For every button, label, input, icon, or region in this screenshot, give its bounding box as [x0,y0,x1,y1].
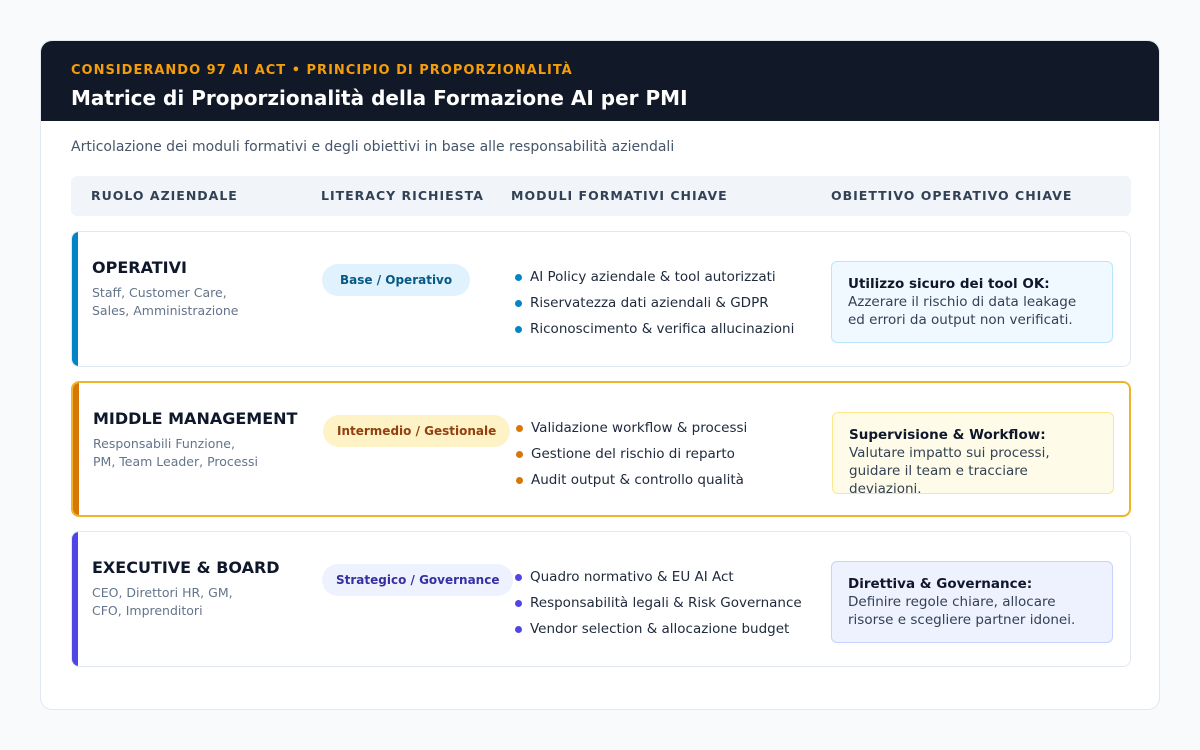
role-description-line: CEO, Direttori HR, GM, [92,585,233,600]
row-middle-management [71,381,1131,517]
objective-title: Supervisione & Workflow: [849,427,1046,443]
list-item [512,564,802,590]
objective-box [831,261,1113,343]
objective-title: Utilizzo sicuro dei tool OK: [848,276,1050,292]
module-label: Gestione del rischio di reparto [531,446,735,462]
role-description-line: CFO, Imprenditori [92,603,203,618]
role-description-line: PM, Team Leader, Processi [93,454,258,469]
bullet-dot-icon [515,574,522,581]
literacy-badge: Strategico / Governance [322,564,513,596]
bullet-dot-icon [515,600,522,607]
modules-list [512,264,794,342]
column-header-literacy: LITERACY RICHIESTA [321,188,484,203]
row-accent-bar [72,532,78,666]
row-executive-board [71,531,1131,667]
modules-list [513,415,747,493]
row-accent-bar [72,232,78,366]
role-description [92,584,302,620]
objective-text-line: Valutare impatto sui processi, [849,445,1050,461]
list-item [513,415,747,441]
bullet-dot-icon [516,425,523,432]
role-name: EXECUTIVE & BOARD [92,558,280,577]
objective-text-line: guidare il team e tracciare deviazioni. [849,463,1028,497]
column-header-role: RUOLO AZIENDALE [91,188,238,203]
module-label: Audit output & controllo qualità [531,472,744,488]
matrix-card [40,40,1160,710]
module-label: Riconoscimento & verifica allucinazioni [530,321,795,337]
module-label: Quadro normativo & EU AI Act [530,569,734,585]
row-accent-bar [73,383,79,515]
role-description-line: Sales, Amministrazione [92,303,239,318]
column-header-objective: OBIETTIVO OPERATIVO CHIAVE [831,188,1073,203]
module-label: Responsabilità legali & Risk Governance [530,595,802,611]
objective-text-line: Definire regole chiare, allocare [848,594,1056,610]
module-label: Validazione workflow & processi [531,420,748,436]
list-item [512,616,802,642]
module-label: Riservatezza dati aziendali & GDPR [530,295,769,311]
bullet-dot-icon [516,477,523,484]
role-name: MIDDLE MANAGEMENT [93,409,298,428]
objective-box [831,561,1113,643]
module-label: Vendor selection & allocazione budget [530,621,790,637]
bullet-dot-icon [515,300,522,307]
literacy-badge: Intermedio / Gestionale [323,415,510,447]
page-subtitle: Articolazione dei moduli formativi e degli obiettivi in base alle responsabilità aziendali [71,139,675,155]
role-description-line: Staff, Customer Care, [92,285,227,300]
objective-box [832,412,1114,497]
objective-title: Direttiva & Governance: [848,576,1033,592]
bullet-dot-icon [515,326,522,333]
list-item [512,264,794,290]
list-item [513,441,747,467]
role-description-line: Responsabili Funzione, [93,436,235,451]
role-description [92,284,302,320]
page-title: Matrice di Proporzionalità della Formazione AI per PMI [71,86,688,110]
modules-list [512,564,802,642]
header-eyebrow: CONSIDERANDO 97 AI ACT • PRINCIPIO DI PROPORZIONALITÀ [71,63,573,78]
bullet-dot-icon [515,274,522,281]
objective-text-line: risorse e scegliere partner idonei. [848,612,1076,628]
literacy-badge: Base / Operativo [322,264,470,296]
list-item [512,590,802,616]
objective-text-line: ed errori da output non verificati. [848,312,1073,328]
row-operativi [71,231,1131,367]
column-header-modules: MODULI FORMATIVI CHIAVE [511,188,728,203]
role-name: OPERATIVI [92,258,187,277]
header [41,41,1159,121]
column-header-bar [71,176,1131,216]
role-description [93,435,303,471]
objective-text-line: Azzerare il rischio di data leakage [848,294,1077,310]
list-item [512,290,794,316]
list-item [513,467,747,493]
list-item [512,316,794,342]
bullet-dot-icon [515,626,522,633]
module-label: AI Policy aziendale & tool autorizzati [530,269,776,285]
bullet-dot-icon [516,451,523,458]
